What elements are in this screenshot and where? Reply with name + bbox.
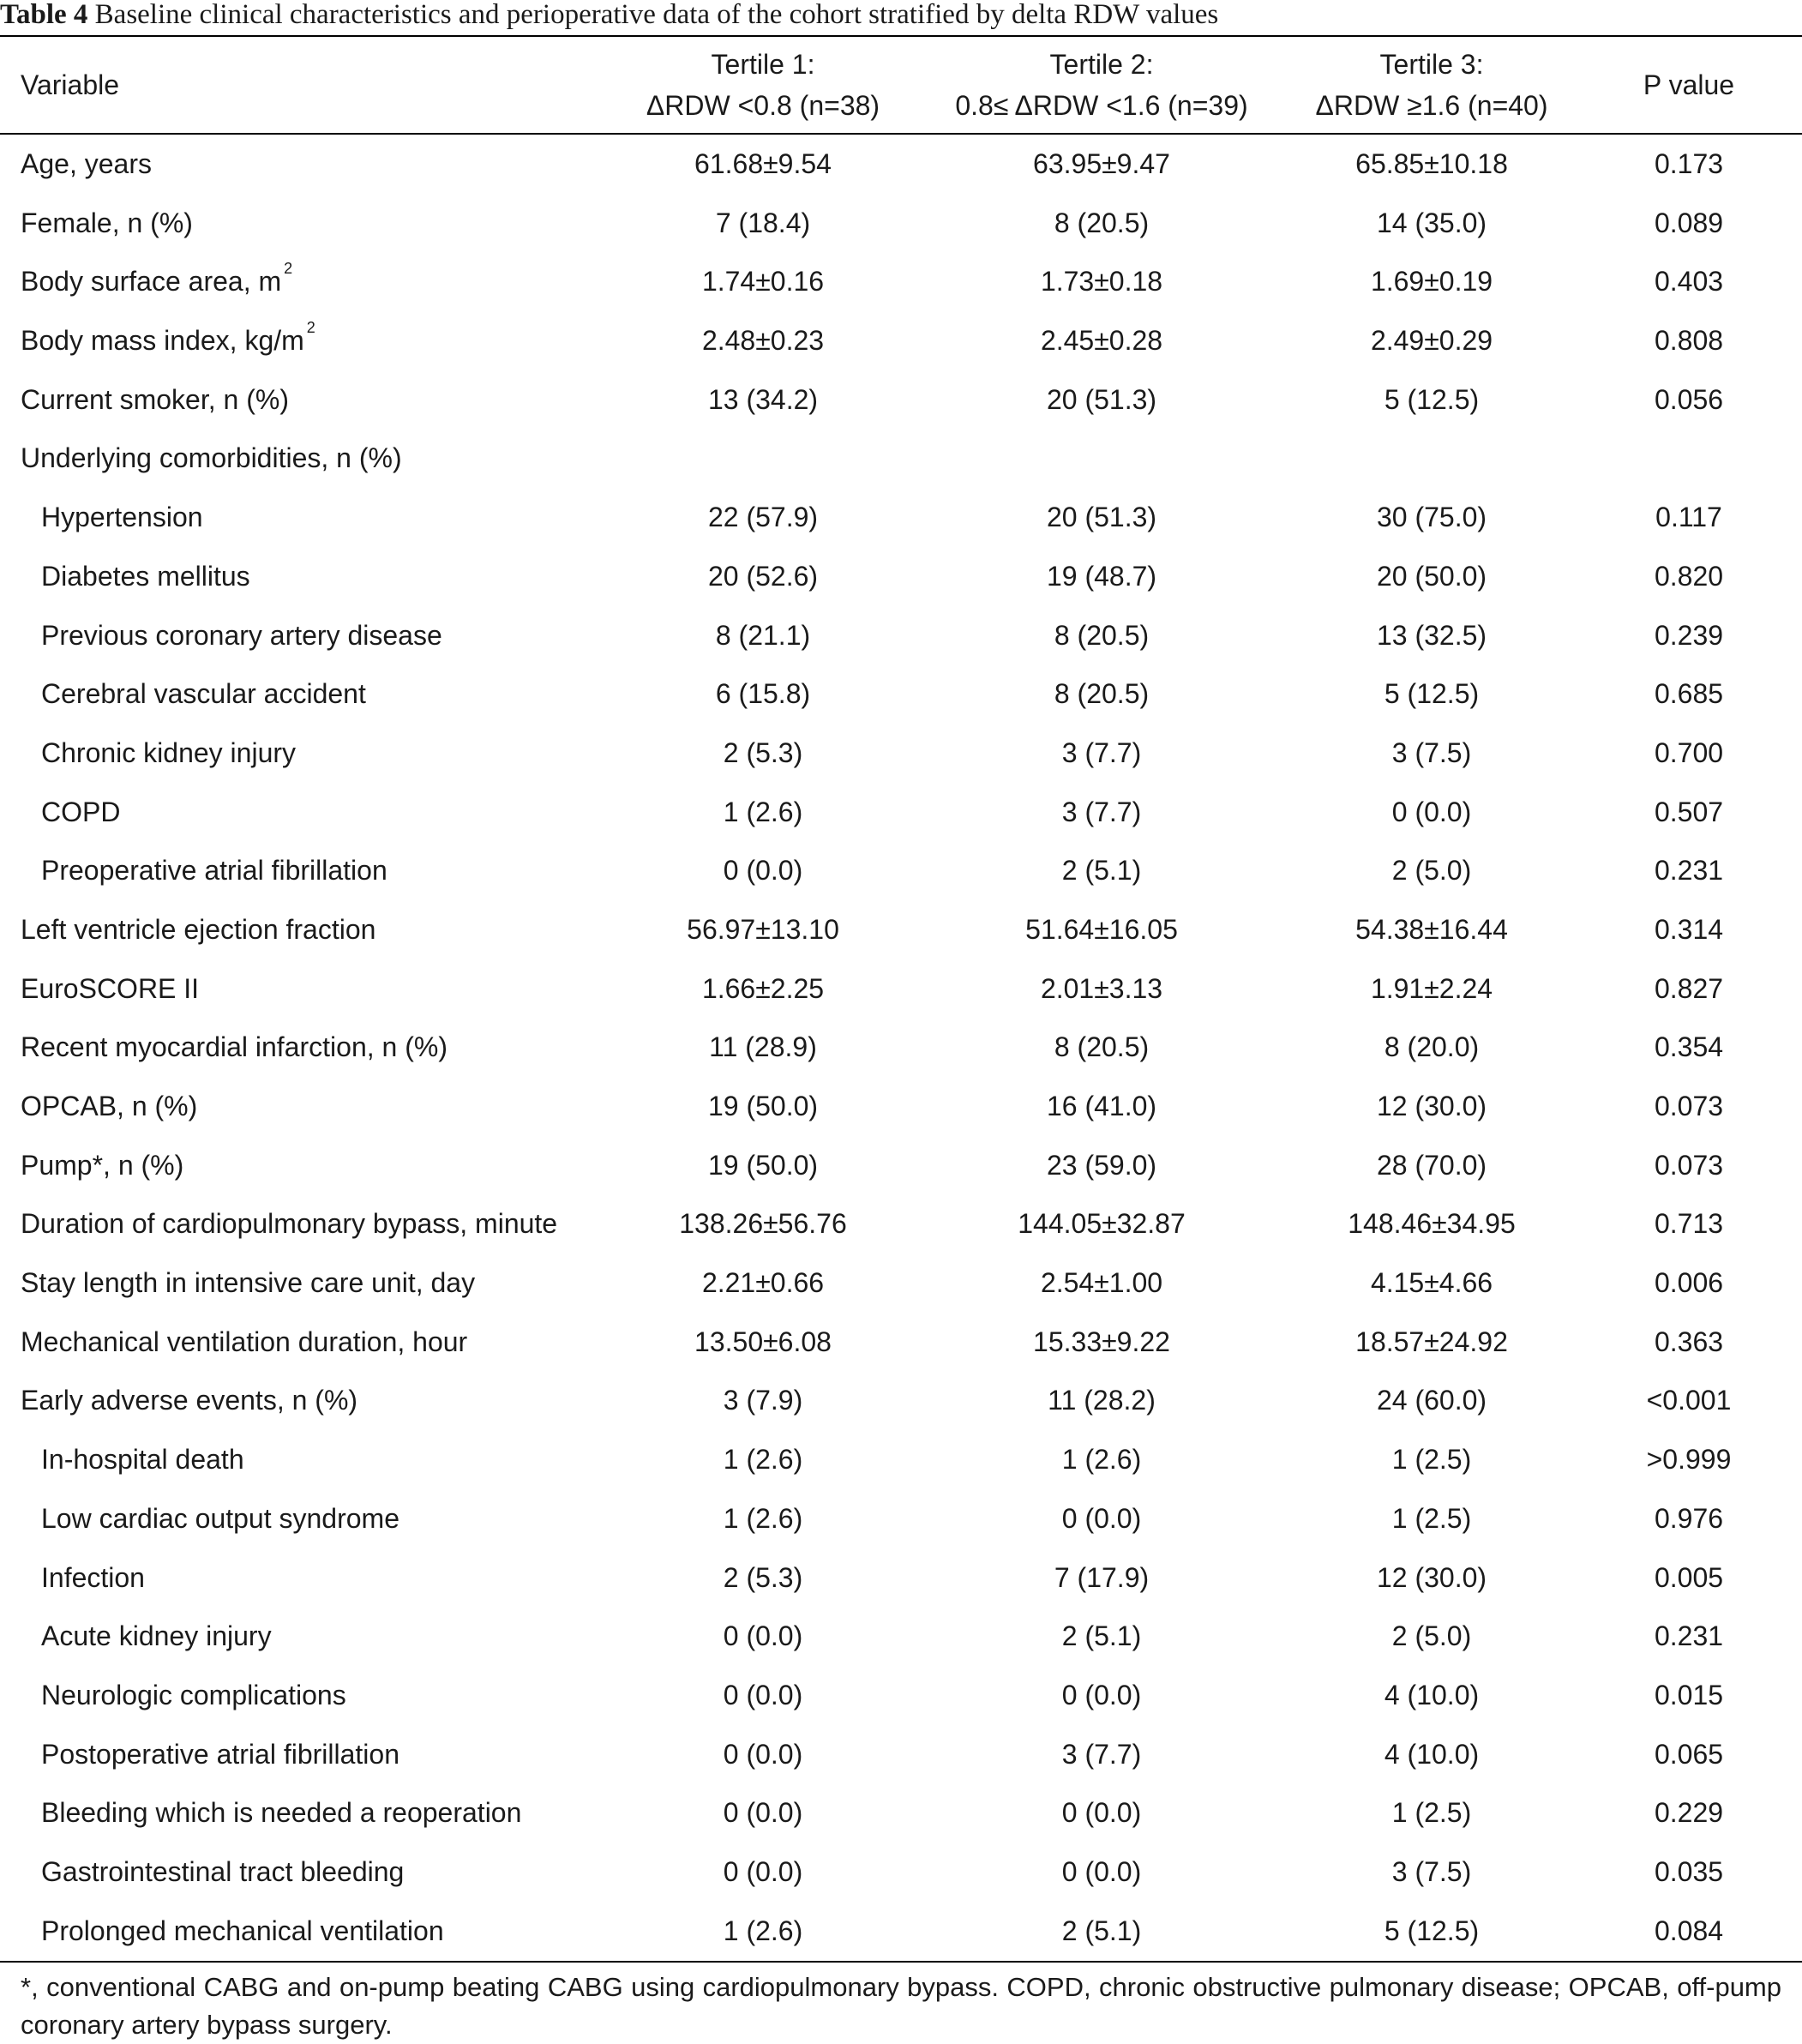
cell-tertile-3: 14 (35.0) [1376,207,1487,238]
variable-label: Hypertension [41,502,203,533]
table-row [0,547,1802,606]
cell-tertile-3: 148.46±34.95 [1348,1208,1516,1240]
cell-variable [41,841,387,900]
cell-tertile-2: 3 (7.7) [1061,1738,1142,1770]
variable-label: Recent myocardial infarction, n (%) [21,1031,447,1063]
variable-label: Pump*, n (%) [21,1149,184,1181]
cell-tertile-1: 13 (34.2) [707,383,819,415]
variable-label: Early adverse events, n (%) [21,1385,358,1416]
table-row [0,1313,1802,1372]
cell-tertile-2: 51.64±16.05 [1025,913,1178,945]
cell-tertile-3: 65.85±10.18 [1355,148,1508,179]
cell-tertile-1: 1 (2.6) [723,1502,803,1534]
cell-tertile-2: 2 (5.1) [1061,1915,1142,1946]
table-row [0,194,1802,253]
variable-label: Duration of cardiopulmonary bypass, minute [21,1208,558,1240]
cell-variable [41,547,250,606]
cell-tertile-3: 0 (0.0) [1391,796,1472,827]
table-row [0,664,1802,724]
cell-tertile-2: 20 (51.3) [1046,502,1157,533]
variable-label: Diabetes mellitus [41,560,250,592]
table-row [0,1725,1802,1784]
cell-tertile-2: 63.95±9.47 [1033,148,1170,179]
cell-p-value: 0.354 [1654,1031,1724,1063]
variable-label: Neurologic complications [41,1679,346,1710]
cell-variable [21,1194,557,1253]
cell-tertile-2: 16 (41.0) [1046,1091,1157,1121]
cell-tertile-2: 3 (7.7) [1061,736,1142,768]
table-bottom-rule [0,1961,1802,1963]
table-footnote: *, conventional CABG and on-pump beating CABG using cardiopulmonary bypass. COPD, chronic obstructive pulmonary disease; OPCAB, off-pump coronary artery bypass surgery. [21,1972,1781,2040]
unit-superscript: 2 [306,319,315,337]
variable-label: Stay length in intensive care unit, day [21,1267,476,1299]
table-row [0,1666,1802,1725]
cell-p-value: 0.685 [1654,678,1724,710]
cell-variable [21,1136,183,1195]
header-tertile-1-title: Tertile 1: [711,49,815,80]
cell-p-value: 0.035 [1654,1855,1724,1887]
variable-label: Gastrointestinal tract bleeding [41,1855,405,1887]
table-row [0,724,1802,783]
cell-tertile-2: 2.54±1.00 [1040,1267,1163,1299]
cell-variable [41,1607,272,1666]
cell-variable [41,1902,444,1961]
cell-variable [21,429,402,488]
cell-p-value: 0.073 [1654,1091,1724,1121]
cell-p-value [1612,429,1766,488]
cell-tertile-2: 0 (0.0) [1061,1855,1142,1887]
header-variable-label: Variable [21,69,120,100]
header-p-value [1612,37,1766,133]
variable-label: In-hospital death [41,1444,244,1476]
cell-tertile-1 [609,429,917,488]
cell-tertile-2: 8 (20.5) [1054,678,1150,710]
variable-label: Underlying comorbidities, n (%) [21,442,402,474]
cell-tertile-1: 2.21±0.66 [701,1267,825,1299]
header-tertile-3-range: ΔRDW ≥1.6 (n=40) [1315,90,1548,121]
variable-label: Body surface area, m [21,266,282,298]
table-row [0,370,1802,430]
table-row [0,1843,1802,1902]
cell-tertile-1: 13.50±6.08 [694,1326,832,1357]
cell-p-value: 0.005 [1654,1561,1724,1593]
cell-p-value: 0.006 [1654,1267,1724,1299]
cell-p-value: 0.314 [1654,913,1724,945]
header-tertile-3-title: Tertile 3: [1379,49,1484,80]
cell-tertile-2: 2.45±0.28 [1040,325,1163,357]
header-variable [21,37,535,133]
cell-tertile-1: 0 (0.0) [723,1738,803,1770]
header-tertile-2-title: Tertile 2: [1049,49,1154,80]
cell-tertile-3: 3 (7.5) [1391,1855,1472,1887]
cell-tertile-3: 1.69±0.19 [1370,266,1493,298]
table-row [0,429,1802,488]
table-row [0,841,1802,900]
variable-label: Cerebral vascular accident [41,678,366,710]
header-tertile-2-range: 0.8≤ ΔRDW <1.6 (n=39) [955,90,1248,121]
cell-variable [41,1430,244,1489]
cell-tertile-3: 13 (32.5) [1376,619,1487,651]
cell-tertile-3: 30 (75.0) [1376,502,1487,533]
cell-tertile-3: 4 (10.0) [1384,1679,1480,1710]
cell-tertile-1: 2 (5.3) [723,736,803,768]
cell-tertile-1: 2.48±0.23 [701,325,825,357]
cell-variable [21,1371,357,1430]
cell-tertile-3: 2 (5.0) [1391,1620,1472,1652]
cell-variable [21,1018,447,1077]
table-caption-label: Table 4 [0,0,88,30]
cell-p-value: 0.015 [1654,1679,1724,1710]
variable-label: Female, n (%) [21,207,193,238]
cell-variable [41,1843,404,1902]
variable-label: Age, years [21,148,152,179]
cell-p-value: 0.239 [1654,619,1724,651]
cell-p-value: 0.700 [1654,736,1724,768]
cell-p-value: 0.117 [1655,502,1722,533]
cell-tertile-1: 1.66±2.25 [701,972,825,1004]
cell-tertile-2: 7 (17.9) [1054,1561,1150,1593]
cell-tertile-1: 1.74±0.16 [701,266,825,298]
cell-variable [21,1313,467,1372]
cell-tertile-3: 5 (12.5) [1384,678,1480,710]
header-tertile-1-range: ΔRDW <0.8 (n=38) [646,90,880,121]
cell-tertile-2: 8 (20.5) [1054,1031,1150,1063]
cell-tertile-1: 1 (2.6) [723,796,803,827]
table-row [0,900,1802,959]
cell-variable [41,606,442,665]
table-caption [0,0,1218,34]
cell-tertile-1: 0 (0.0) [723,855,803,887]
cell-p-value: 0.808 [1654,325,1724,357]
cell-tertile-1: 6 (15.8) [715,678,811,710]
cell-tertile-1: 0 (0.0) [723,1620,803,1652]
cell-tertile-1: 8 (21.1) [715,619,811,651]
cell-tertile-3: 1.91±2.24 [1370,972,1493,1004]
cell-tertile-1: 3 (7.9) [723,1385,803,1416]
cell-tertile-1: 56.97±13.10 [687,913,839,945]
cell-variable [21,900,375,959]
cell-tertile-2: 1 (2.6) [1061,1444,1142,1476]
cell-tertile-3: 54.38±16.44 [1355,913,1508,945]
cell-variable [21,1077,197,1136]
variable-label: Chronic kidney injury [41,736,297,768]
table-row [0,1194,1802,1253]
cell-tertile-3: 2 (5.0) [1391,855,1472,887]
cell-tertile-3: 24 (60.0) [1376,1385,1487,1416]
header-tertile-1 [609,37,917,133]
cell-variable [21,194,193,253]
cell-p-value: 0.231 [1654,1620,1724,1652]
cell-variable [41,724,296,783]
cell-variable [41,1725,399,1784]
cell-variable [21,311,315,370]
cell-tertile-1: 1 (2.6) [723,1444,803,1476]
cell-tertile-1: 20 (52.6) [707,560,819,592]
cell-tertile-2: 2 (5.1) [1061,1620,1142,1652]
cell-tertile-1: 11 (28.9) [709,1031,817,1063]
table-row [0,1136,1802,1195]
cell-tertile-1: 1 (2.6) [723,1915,803,1946]
cell-variable [21,135,152,194]
cell-tertile-1: 22 (57.9) [707,502,819,533]
cell-variable [21,1253,475,1313]
table-row [0,1902,1802,1961]
cell-variable [41,783,120,842]
variable-label: Infection [41,1561,145,1593]
table-row [0,1018,1802,1077]
cell-tertile-2: 1.73±0.18 [1040,266,1163,298]
table-row [0,1783,1802,1843]
cell-tertile-3: 12 (30.0) [1376,1561,1487,1593]
cell-tertile-2: 20 (51.3) [1046,383,1157,415]
cell-p-value: 0.363 [1654,1326,1724,1357]
cell-variable [41,1548,145,1608]
cell-tertile-2: 3 (7.7) [1061,796,1142,827]
cell-p-value: 0.089 [1654,207,1724,238]
cell-p-value: 0.820 [1654,560,1724,592]
table-row [0,1371,1802,1430]
cell-p-value: 0.084 [1654,1915,1724,1946]
cell-p-value: 0.403 [1654,266,1724,298]
table-row [0,1548,1802,1608]
variable-label: Low cardiac output syndrome [41,1502,399,1534]
variable-label: COPD [41,796,121,827]
cell-tertile-2: 23 (59.0) [1046,1149,1157,1181]
cell-p-value: 0.827 [1654,972,1724,1004]
cell-variable [41,488,203,547]
cell-tertile-3: 1 (2.5) [1391,1797,1472,1829]
table-row [0,1253,1802,1313]
variable-label: Current smoker, n (%) [21,383,289,415]
cell-tertile-2: 2 (5.1) [1061,855,1142,887]
cell-tertile-3: 4.15±4.66 [1370,1267,1493,1299]
cell-p-value: 0.073 [1654,1149,1724,1181]
cell-tertile-1: 19 (50.0) [707,1091,819,1121]
variable-label: Body mass index, kg/m [21,325,304,357]
table-row [0,488,1802,547]
cell-tertile-2: 0 (0.0) [1061,1502,1142,1534]
cell-tertile-2: 0 (0.0) [1061,1797,1142,1829]
cell-tertile-3: 18.57±24.92 [1355,1326,1508,1357]
cell-p-value: >0.999 [1646,1444,1732,1476]
table-row [0,783,1802,842]
cell-tertile-3: 8 (20.0) [1384,1031,1480,1063]
cell-tertile-3: 5 (12.5) [1384,1915,1480,1946]
cell-tertile-3 [1277,429,1586,488]
cell-tertile-3: 20 (50.0) [1376,560,1487,592]
cell-tertile-2: 11 (28.2) [1048,1385,1156,1416]
table-caption-text: Baseline clinical characteristics and perioperative data of the cohort stratified by delta RDW values [94,0,1219,30]
cell-variable [41,1666,346,1725]
table-row [0,1077,1802,1136]
cell-tertile-1: 19 (50.0) [707,1149,819,1181]
cell-p-value: 0.173 [1654,148,1724,179]
cell-tertile-3: 2.49±0.29 [1370,325,1493,357]
cell-p-value: 0.229 [1654,1797,1724,1829]
table-row [0,959,1802,1019]
variable-label: Prolonged mechanical ventilation [41,1915,444,1946]
cell-tertile-3: 12 (30.0) [1376,1091,1487,1121]
cell-variable [21,370,289,430]
variable-label: Postoperative atrial fibrillation [41,1738,399,1770]
variable-label: Preoperative atrial fibrillation [41,855,387,887]
cell-tertile-2: 144.05±32.87 [1018,1208,1186,1240]
cell-tertile-2: 0 (0.0) [1061,1679,1142,1710]
cell-tertile-3: 28 (70.0) [1376,1149,1487,1181]
table-row [0,606,1802,665]
cell-variable [41,1783,521,1843]
table-row [0,1430,1802,1489]
table-row [0,252,1802,311]
variable-label: Bleeding which is needed a reoperation [41,1797,522,1829]
header-p-value-label: P value [1643,69,1735,100]
header-tertile-3 [1277,37,1586,133]
cell-variable [21,959,199,1019]
cell-tertile-3: 1 (2.5) [1391,1502,1472,1534]
cell-tertile-2 [943,429,1260,488]
cell-tertile-2: 15.33±9.22 [1033,1326,1170,1357]
cell-variable [41,664,366,724]
cell-tertile-1: 0 (0.0) [723,1679,803,1710]
variable-label: Left ventricle ejection fraction [21,913,376,945]
header-tertile-2 [943,37,1260,133]
variable-label: Acute kidney injury [41,1620,272,1652]
table-row [0,1607,1802,1666]
table-body [0,135,1802,1960]
cell-tertile-1: 7 (18.4) [715,207,811,238]
cell-tertile-1: 0 (0.0) [723,1855,803,1887]
cell-tertile-2: 19 (48.7) [1046,560,1157,592]
variable-label: OPCAB, n (%) [21,1091,198,1121]
cell-tertile-1: 2 (5.3) [723,1561,803,1593]
cell-p-value: 0.507 [1654,796,1724,827]
cell-p-value: 0.056 [1654,383,1724,415]
cell-tertile-3: 3 (7.5) [1391,736,1472,768]
unit-superscript: 2 [284,260,293,278]
cell-variable [41,1489,399,1548]
cell-variable [21,252,292,311]
table-row [0,1489,1802,1548]
variable-label: EuroSCORE II [21,972,200,1004]
variable-label: Mechanical ventilation duration, hour [21,1326,468,1357]
cell-tertile-3: 1 (2.5) [1391,1444,1472,1476]
cell-tertile-2: 8 (20.5) [1054,207,1150,238]
cell-tertile-1: 0 (0.0) [723,1797,803,1829]
table-row [0,311,1802,370]
cell-tertile-1: 138.26±56.76 [679,1208,847,1240]
cell-tertile-3: 4 (10.0) [1384,1738,1480,1770]
cell-tertile-2: 2.01±3.13 [1040,972,1163,1004]
cell-p-value: <0.001 [1646,1385,1732,1416]
cell-tertile-3: 5 (12.5) [1384,383,1480,415]
cell-p-value: 0.065 [1654,1738,1724,1770]
cell-p-value: 0.713 [1654,1208,1724,1240]
cell-p-value: 0.231 [1654,855,1724,887]
table-header [0,37,1802,133]
cell-p-value: 0.976 [1654,1502,1724,1534]
cell-tertile-2: 8 (20.5) [1054,619,1150,651]
cell-tertile-1: 61.68±9.54 [694,148,832,179]
variable-label: Previous coronary artery disease [41,619,442,651]
table-row [0,135,1802,194]
